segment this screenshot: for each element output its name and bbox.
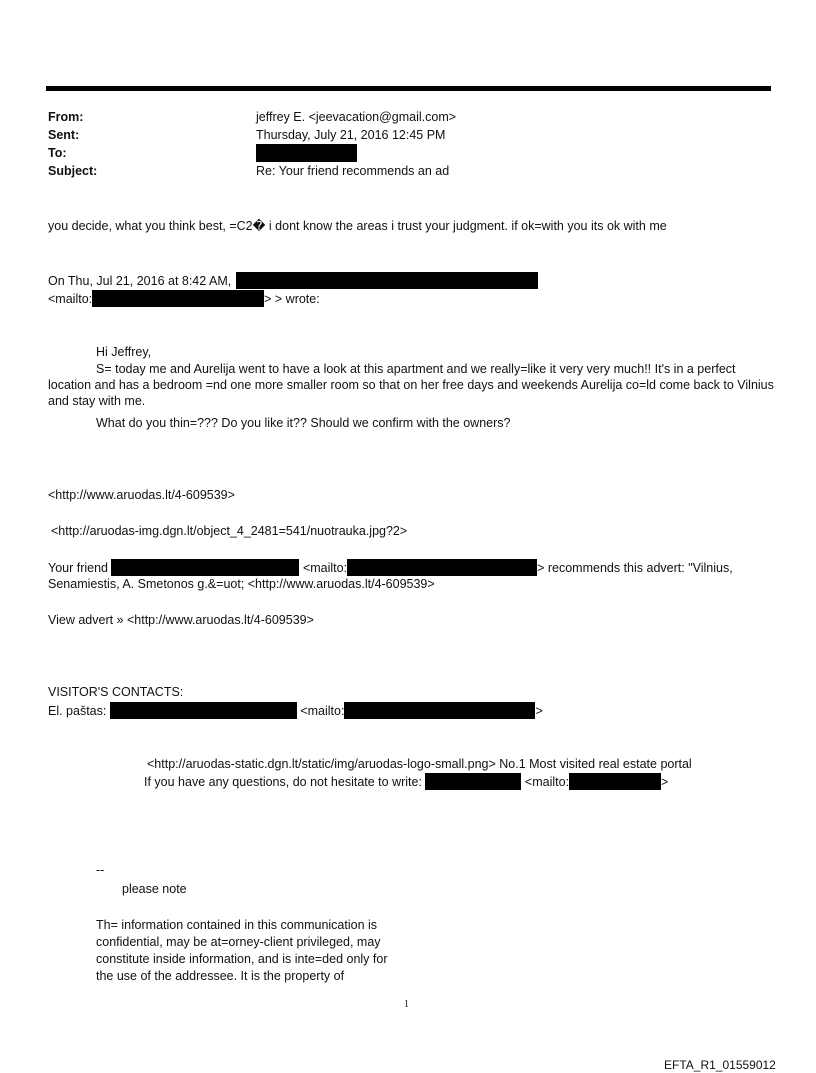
friend-mailto: <mailto: — [302, 561, 348, 575]
sent-value: Thursday, July 21, 2016 12:45 PM — [256, 128, 446, 142]
redaction — [110, 702, 297, 719]
disclaimer-line-4: the use of the addressee. It is the property of — [96, 969, 345, 983]
friend-line-2: Senamiestis, A. Smetonos g.&=uot; <http://www.aruodas.lt/4-609539> — [48, 577, 435, 591]
header-rule — [46, 86, 771, 91]
signature-dash: -- — [96, 863, 105, 877]
quoted-paragraph-1 — [48, 361, 778, 409]
disclaimer-line-3: constitute inside information, and is inte=ded only for — [96, 952, 388, 966]
document-id: EFTA_R1_01559012 — [664, 1058, 776, 1072]
reply-line: you decide, what you think best, =C2� i dont know the areas i trust your judgment. if ok=with you its ok with me — [48, 219, 667, 233]
to-label: To: — [48, 146, 67, 160]
logo-line: <http://aruodas-static.dgn.lt/static/img/aruodas-logo-small.png> No.1 Most visited real estate portal — [147, 757, 692, 771]
image-link[interactable]: <http://aruodas-img.dgn.lt/object_4_2481=541/nuotrauka.jpg?2> — [51, 524, 408, 538]
from-value: jeffrey E. <jeevacation@gmail.com> — [256, 110, 457, 124]
redaction — [569, 773, 661, 790]
friend-line-1 — [48, 559, 733, 576]
mailto-text: <mailto: — [48, 292, 93, 306]
redaction — [92, 290, 264, 307]
redaction — [236, 272, 538, 289]
view-advert-link[interactable]: View advert » <http://www.aruodas.lt/4-609539> — [48, 613, 314, 627]
el-pastas-close: > — [535, 704, 543, 718]
visitor-contacts-heading: VISITOR'S CONTACTS: — [48, 685, 184, 699]
redaction — [344, 702, 535, 719]
redaction — [111, 559, 299, 576]
subject-label: Subject: — [48, 164, 98, 178]
disclaimer-line-2: confidential, may be at=orney-client privileged, may — [96, 935, 381, 949]
questions-line — [144, 773, 668, 790]
redaction — [425, 773, 521, 790]
quoted-paragraph-2: What do you thin=??? Do you like it?? Should we confirm with the owners? — [96, 416, 511, 430]
quote-intro-text: On Thu, Jul 21, 2016 at 8:42 AM, — [48, 274, 232, 288]
quote-intro-line-2 — [48, 290, 320, 307]
friend-recommends: > recommends this advert: "Vilnius, — [537, 561, 733, 575]
friend-label: Your friend — [48, 561, 108, 575]
disclaimer-line-1: Th= information contained in this communication is — [96, 918, 378, 932]
quoted-paragraph-1-text: S= today me and Aurelija went to have a look at this apartment and we really=like it very very much!! It's in a perfect location and has a bedroom =nd one more smaller room so that on her free days and weekends Aurelija co=ld come back to Vilnius and stay with me. — [48, 362, 774, 408]
wrote-text: > > wrote: — [264, 292, 320, 306]
to-value-redaction — [256, 144, 357, 162]
please-note: please note — [122, 882, 187, 896]
subject-value: Re: Your friend recommends an ad — [256, 164, 450, 178]
quote-intro-line-1 — [48, 272, 538, 289]
sent-label: Sent: — [48, 128, 80, 142]
from-label: From: — [48, 110, 84, 124]
el-pastas-mailto: <mailto: — [300, 704, 345, 718]
greeting: Hi Jeffrey, — [96, 345, 152, 359]
page-number: 1 — [404, 999, 409, 1010]
el-pastas-label: El. paštas: — [48, 704, 107, 718]
redaction — [347, 559, 537, 576]
questions-text: If you have any questions, do not hesitate to write: — [144, 775, 422, 789]
advert-link[interactable]: <http://www.aruodas.lt/4-609539> — [48, 488, 235, 502]
el-pastas-line — [48, 702, 543, 719]
questions-close: > — [661, 775, 669, 789]
questions-mailto: <mailto: — [524, 775, 570, 789]
